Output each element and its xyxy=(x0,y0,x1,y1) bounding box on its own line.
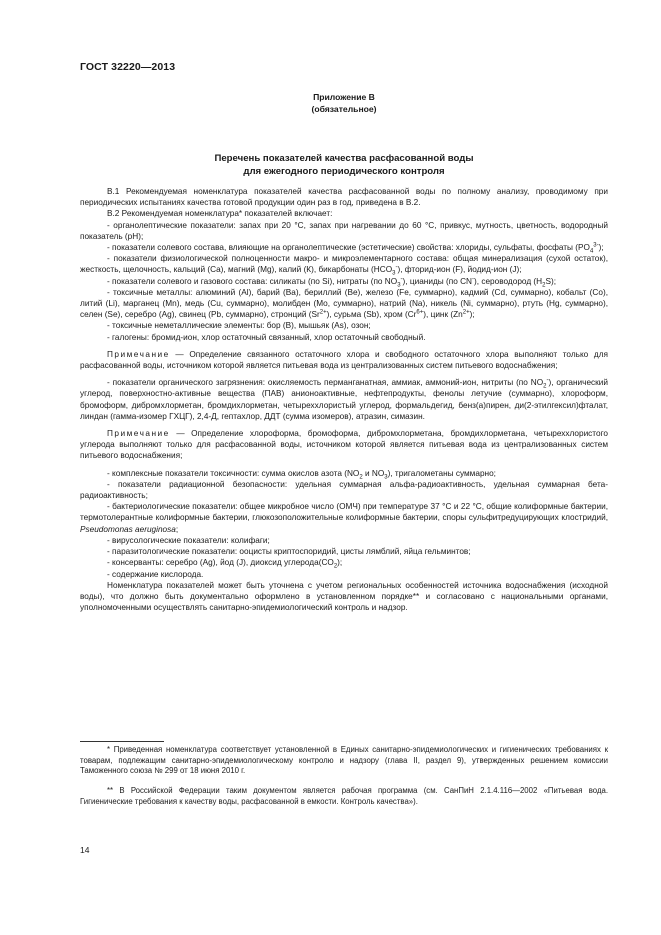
note-chlorine: Примечание — Определение связанного остаточного хлора и свободного остаточного хлора выполняют только для расфасованной воды, источником которой является питьевая вода из централизованных систем питьевого водоснабжения; xyxy=(80,349,608,371)
section-title-line-1: Перечень показателей качества расфасованной воды xyxy=(214,153,474,164)
list-item-parasitological: - паразитологические показатели: ооцисты криптоспоридий, цисты лямблий, яйца гельминтов; xyxy=(107,547,471,557)
list-item-organic-pollution: - показатели органического загрязнения: окисляемость перманганатная, аммиак, аммоний-ион, нитриты (по $NO_2^-$), органический углерод, поверхностно-активные вещества (ПАВ) анионоактивные, нефтепродукты, фенолы летучие (суммарно), хлороформ, бромоформ, дибромхлорметан, бромдихлорметан, четыреххлористый углерод, формальдегид, бенз(а)пирен, ди(2-этилгексил)фталат, линдан (гамма-изомер ГХЦГ), 2,4-Д, гептахлор, ДДТ (сумма изомеров), атразин, симазин. xyxy=(80,377,609,421)
page-number: 14 xyxy=(80,845,90,855)
footnote-1: * Приведенная номенклатура соответствует установленной в Единых санитарно-эпидемиологических и гигиенических требованиях к товарам, подлежащим санитарно-эпидемиологическому контролю и надзору (глава II, раздел 9), утвержденных решением комиссии Таможенного союза № 299 от 18 июня 2010 г. xyxy=(80,745,608,776)
list-item-virological: - вирусологические показатели: колифаги; xyxy=(107,535,270,545)
note-label: Примечание xyxy=(107,429,170,439)
paragraph-b1: В.1 Рекомендуемая номенклатура показателей качества расфасованной воды по полному анализу, проводимому при периодических испытаниях качества готовой продукции один раз в год, приведена в В.2. xyxy=(80,187,608,208)
footnote-2: ** В Российской Федерации таким документом является рабочая программа (см. СанПиН 2.1.4.116—2002 «Питьевая вода. Гигиенические требования к качеству воды, расфасованной в емкости. Контроль качества»). xyxy=(80,786,608,806)
appendix-title: Приложение В xyxy=(313,92,375,102)
list-item-salt-composition: - показатели солевого состава, влияющие на органолептические (эстетические) свойства: хлориды, сульфаты, фосфаты $(PO_4^{3-})$; xyxy=(107,242,604,255)
list-item-salt-gas: - показатели солевого и газового состава: силикаты (по Si), нитраты (по $NO_3^-$), цианиды (по CN-), сероводород $(H_2S)$; xyxy=(107,275,557,289)
section-title-line-2: для ежегодного периодического контроля xyxy=(243,166,445,177)
list-item-toxicity: - комплексные показатели токсичности: сумма окислов азота ($NO_2$ и $NO_3$), тригалометаны суммарно; xyxy=(107,468,496,481)
body-text xyxy=(80,186,608,613)
standard-header: ГОСТ 32220—2013 xyxy=(80,61,176,73)
appendix-status: (обязательное) xyxy=(311,104,377,114)
list-item-oxygen: - содержание кислорода. xyxy=(107,569,204,579)
list-item-radiation: - показатели радиационной безопасности: удельная суммарная альфа-радиоактивность, удельная суммарная бета-радиоактивность; xyxy=(80,479,608,501)
footnote-divider xyxy=(80,741,164,742)
list-item-physiological: - показатели физиологической полноценности макро- и микроэлементарного состава: общая минерализация (сухой остаток), жесткость, щелочность, кальций (Ca), магний (Mg), калий (К), бикарбонаты $(HCO_3^-)$, фторид-ион (F), йодид-ион (J); xyxy=(80,254,608,278)
list-item-toxic-nonmetals: - токсичные неметаллические элементы: бор (B), мышьяк (As), озон; xyxy=(107,321,371,331)
paragraph-b2: В.2 Рекомендуемая номенклатура* показателей включает: xyxy=(107,209,333,219)
paragraph-nomenclature: Номенклатура показателей может быть уточнена с учетом региональных особенностей источника водоснабжения (исходной воды), что должно быть документально оформлено в установленном порядке** и согласовано с национальными органами, уполномоченными осуществлять санитарно-эпидемиологический контроль и надзор. xyxy=(80,580,608,613)
list-item-toxic-metals: - токсичные металлы: алюминий (Al), барий (Ba), бериллий (Be), железо (Fe, суммарно), кадмий (Cd, суммарно), кобальт (Co), литий (Li), марганец (Mn), медь (Cu, суммарно), молибден (Mo, суммарно), натрий (Na), никель (Ni, суммарно), ртуть (Hg, суммарно), селен (Se), серебро (Ag), свинец (Pb, суммарно), стронций $(Sr^{2+})$, сурьма (Sb), хром $(Cr^{6+})$, цинк $(Zn^{2+})$; xyxy=(80,287,608,320)
note-chloroform: Примечание — Определение хлороформа, бромоформа, дибромхлорметана, бромдихлорметана, четыреххлористого углерода выполняют только для расфасованной воды, источником которой является питьевая вода из централизованных систем питьевого водоснабжения; xyxy=(80,429,608,461)
note-label: Примечание xyxy=(107,349,170,359)
list-item-organoleptic: - органолептические показатели: запах при 20 °С, запах при нагревании до 60 °С, привкус, мутность, цветность, водородный показатель (рН); xyxy=(80,220,608,241)
list-item-preservatives: - консерванты: серебро (Ag), йод (J), диоксид $углерода(CO_2)$; xyxy=(107,558,343,570)
list-item-halogens: - галогены: бромид-ион, хлор остаточный связанный, хлор остаточный свободный. xyxy=(107,332,426,342)
list-item-bacteriological: - бактериологические показатели: общее микробное число (ОМЧ) при температуре 37 °С и 22 °С, общие колиформные бактерии, термотолерантные колиформные бактерии, глюкозоположительные колиформные бактерии, споры сульфитредуцирующих клостридий, Pseudomonas aeruginosa; xyxy=(80,502,608,534)
